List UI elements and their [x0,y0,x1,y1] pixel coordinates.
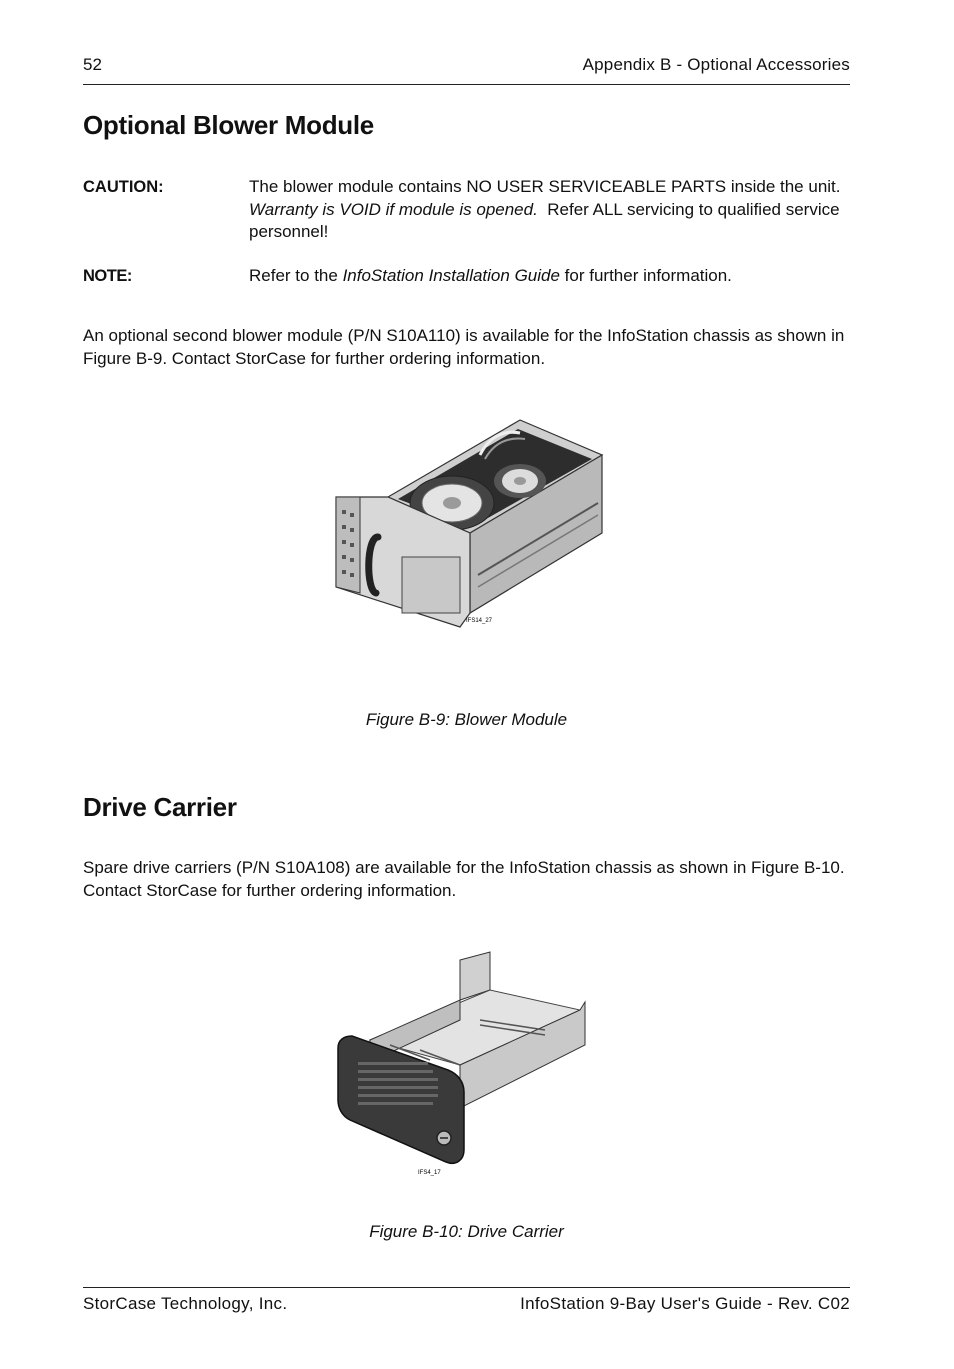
drive-carrier-image [330,950,595,1180]
caution-text [249,176,850,244]
footer-company: StorCase Technology, Inc. [83,1294,288,1313]
caution-label: CAUTION: [83,178,164,196]
section-heading-blower: Optional Blower Module [83,110,374,140]
carrier-body-text: Spare drive carriers (P/N S10A108) are available for the InfoStation chassis as shown in Figure B-10. Contact StorCase for further ordering information. [83,858,845,900]
note-label: NOTE: [83,267,132,285]
blower-body-text: An optional second blower module (P/N S10A110) is available for the InfoStation chassis as shown in Figure B-9. Contact StorCase for further ordering information. [83,326,845,368]
caution-text-warranty: Warranty is VOID if module is opened. [249,199,538,219]
figure-caption-b9: Figure B-9: Blower Module [365,710,568,729]
carrier-figure-tag: IFS4_17 [418,1170,441,1176]
blower-figure-tag: IFS14_27 [466,618,493,624]
note-text [249,265,850,288]
note-text-guide: InfoStation Installation Guide [342,266,560,285]
note-text-c: for further information. [564,266,732,285]
header-rule [83,84,850,85]
note-text-a: Refer to the [249,266,338,285]
blower-module-image [330,415,610,630]
section-heading-carrier: Drive Carrier [83,792,237,822]
page-number: 52 [83,55,102,74]
figure-caption-b10: Figure B-10: Drive Carrier [369,1222,564,1241]
footer-document-title: InfoStation 9-Bay User's Guide - Rev. C02 [520,1294,850,1313]
caution-text-c: Refer ALL servicing to qualified service personnel! [249,199,840,241]
running-header: Appendix B - Optional Accessories [582,55,850,74]
caution-text-a: The blower module contains NO USER SERVICEABLE PARTS inside the unit. [249,177,841,196]
footer-rule [83,1287,850,1288]
